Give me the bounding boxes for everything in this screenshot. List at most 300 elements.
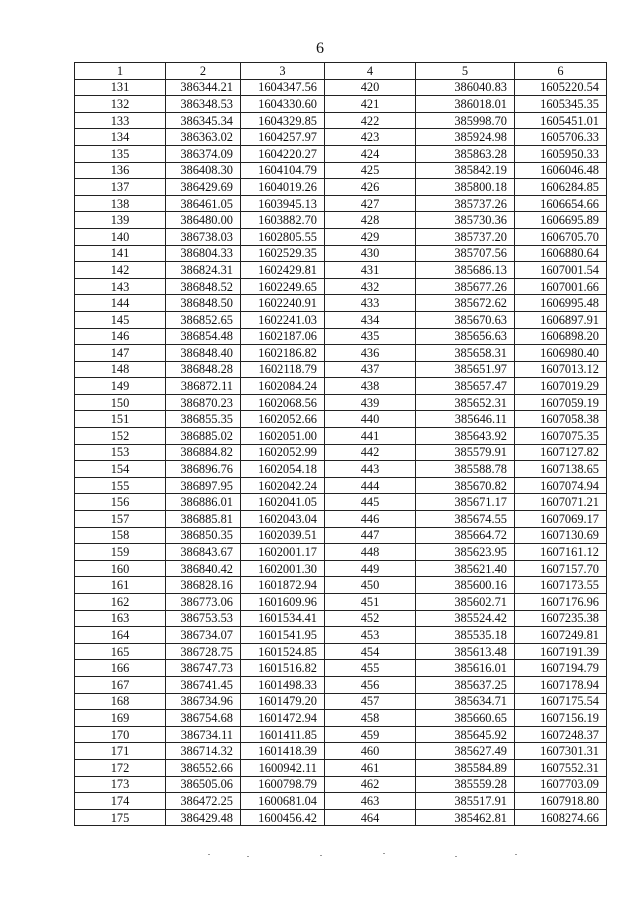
table-cell: 1606654.66 xyxy=(515,195,607,212)
table-cell: 448 xyxy=(325,544,416,561)
table-cell: 1602052.99 xyxy=(241,444,325,461)
table-cell: 459 xyxy=(325,726,416,743)
table-cell: 385842.19 xyxy=(416,162,515,179)
table-cell: 428 xyxy=(325,212,416,229)
table-cell: 135 xyxy=(75,145,166,162)
table-cell: 385737.26 xyxy=(416,195,515,212)
table-cell: 166 xyxy=(75,660,166,677)
table-cell: 385634.71 xyxy=(416,693,515,710)
table-cell: 1606995.48 xyxy=(515,295,607,312)
table-cell: 385674.55 xyxy=(416,511,515,528)
table-cell: 385462.81 xyxy=(416,809,515,826)
table-cell: 454 xyxy=(325,643,416,660)
table-body xyxy=(75,79,607,826)
table-cell: 1607194.79 xyxy=(515,660,607,677)
table-cell: 147 xyxy=(75,345,166,362)
table-cell: 386848.50 xyxy=(166,295,241,312)
table-cell: 386773.06 xyxy=(166,594,241,611)
table-cell: 385602.71 xyxy=(416,594,515,611)
table-cell: 1607019.29 xyxy=(515,378,607,395)
table-cell: 1600681.04 xyxy=(241,793,325,810)
table-cell: 1604220.27 xyxy=(241,145,325,162)
table-cell: 385707.56 xyxy=(416,245,515,262)
table-row xyxy=(75,776,607,793)
table-cell: 386897.95 xyxy=(166,477,241,494)
table-cell: 1601524.85 xyxy=(241,643,325,660)
table-cell: 137 xyxy=(75,179,166,196)
table-cell: 385645.92 xyxy=(416,726,515,743)
table-cell: 386734.96 xyxy=(166,693,241,710)
table-row xyxy=(75,643,607,660)
table-cell: 386855.35 xyxy=(166,411,241,428)
table-cell: 386728.75 xyxy=(166,643,241,660)
table-cell: 422 xyxy=(325,112,416,129)
table-cell: 154 xyxy=(75,461,166,478)
table-cell: 157 xyxy=(75,511,166,528)
table-cell: 1604104.79 xyxy=(241,162,325,179)
table-cell: 386848.52 xyxy=(166,278,241,295)
table-cell: 457 xyxy=(325,693,416,710)
table-row xyxy=(75,328,607,345)
table-row xyxy=(75,544,607,561)
table-cell: 440 xyxy=(325,411,416,428)
table-cell: 386348.53 xyxy=(166,96,241,113)
table-row xyxy=(75,594,607,611)
table-cell: 143 xyxy=(75,278,166,295)
table-cell: 131 xyxy=(75,79,166,96)
table-cell: 386018.01 xyxy=(416,96,515,113)
table-cell: 386461.05 xyxy=(166,195,241,212)
table-cell: 1602042.24 xyxy=(241,477,325,494)
table-cell: 1601418.39 xyxy=(241,743,325,760)
table-cell: 1607013.12 xyxy=(515,361,607,378)
table-cell: 386753.53 xyxy=(166,610,241,627)
table-cell: 1607235.38 xyxy=(515,610,607,627)
table-row xyxy=(75,793,607,810)
table-cell: 463 xyxy=(325,793,416,810)
table-cell: 429 xyxy=(325,228,416,245)
table-row xyxy=(75,112,607,129)
table-row xyxy=(75,809,607,826)
table-cell: 174 xyxy=(75,793,166,810)
table-cell: 149 xyxy=(75,378,166,395)
table-row xyxy=(75,577,607,594)
table-row xyxy=(75,378,607,395)
table-cell: 385657.47 xyxy=(416,378,515,395)
table-cell: 1606705.70 xyxy=(515,228,607,245)
table-row xyxy=(75,444,607,461)
table-cell: 386408.30 xyxy=(166,162,241,179)
table-row xyxy=(75,710,607,727)
page-number: 6 xyxy=(316,40,324,57)
table-cell: 1606284.85 xyxy=(515,179,607,196)
table-cell: 386429.48 xyxy=(166,809,241,826)
table-row xyxy=(75,676,607,693)
table-cell: 1602051.00 xyxy=(241,428,325,445)
table-cell: 439 xyxy=(325,394,416,411)
table-cell: 385559.28 xyxy=(416,776,515,793)
table-row xyxy=(75,245,607,262)
table-cell: 385651.97 xyxy=(416,361,515,378)
table-cell: 385623.95 xyxy=(416,544,515,561)
table-cell: 386884.82 xyxy=(166,444,241,461)
table-row xyxy=(75,560,607,577)
table-cell: 1607075.35 xyxy=(515,428,607,445)
table-cell: 1605451.01 xyxy=(515,112,607,129)
table-row xyxy=(75,145,607,162)
table-cell: 171 xyxy=(75,743,166,760)
table-cell: 169 xyxy=(75,710,166,727)
table-row xyxy=(75,511,607,528)
table-cell: 1603945.13 xyxy=(241,195,325,212)
table-cell: 385737.20 xyxy=(416,228,515,245)
column-header: 2 xyxy=(166,63,241,80)
table-cell: 385924.98 xyxy=(416,129,515,146)
table-row xyxy=(75,610,607,627)
table-row xyxy=(75,311,607,328)
table-cell: 435 xyxy=(325,328,416,345)
table-cell: 451 xyxy=(325,594,416,611)
table-row xyxy=(75,411,607,428)
table-cell: 1605345.35 xyxy=(515,96,607,113)
table-cell: 1607918.80 xyxy=(515,793,607,810)
table-row xyxy=(75,179,607,196)
table-cell: 1601411.85 xyxy=(241,726,325,743)
table-cell: 1602529.35 xyxy=(241,245,325,262)
table-row xyxy=(75,693,607,710)
table-cell: 1601534.41 xyxy=(241,610,325,627)
table-cell: 385671.17 xyxy=(416,494,515,511)
table-cell: 444 xyxy=(325,477,416,494)
table-cell: 386885.02 xyxy=(166,428,241,445)
table-cell: 385524.42 xyxy=(416,610,515,627)
table-cell: 436 xyxy=(325,345,416,362)
table-cell: 1605220.54 xyxy=(515,79,607,96)
table-cell: 385584.89 xyxy=(416,759,515,776)
table-cell: 386870.23 xyxy=(166,394,241,411)
table-cell: 386734.07 xyxy=(166,627,241,644)
table-cell: 386850.35 xyxy=(166,527,241,544)
table-cell: 385664.72 xyxy=(416,527,515,544)
table-cell: 1606897.91 xyxy=(515,311,607,328)
table-cell: 1607191.39 xyxy=(515,643,607,660)
table-row xyxy=(75,627,607,644)
table-cell: 1607130.69 xyxy=(515,527,607,544)
table-cell: 437 xyxy=(325,361,416,378)
table-cell: 1602054.18 xyxy=(241,461,325,478)
table-cell: 153 xyxy=(75,444,166,461)
table-cell: 140 xyxy=(75,228,166,245)
table-cell: 420 xyxy=(325,79,416,96)
table-cell: 1607249.81 xyxy=(515,627,607,644)
table-cell: 386848.28 xyxy=(166,361,241,378)
table-row xyxy=(75,195,607,212)
table-cell: 443 xyxy=(325,461,416,478)
table-cell: 146 xyxy=(75,328,166,345)
table-cell: 170 xyxy=(75,726,166,743)
table-row xyxy=(75,96,607,113)
table-cell: 426 xyxy=(325,179,416,196)
table-cell: 432 xyxy=(325,278,416,295)
table-cell: 462 xyxy=(325,776,416,793)
table-row xyxy=(75,129,607,146)
table-cell: 1602001.30 xyxy=(241,560,325,577)
table-cell: 434 xyxy=(325,311,416,328)
table-cell: 458 xyxy=(325,710,416,727)
table-cell: 1602240.91 xyxy=(241,295,325,312)
table-cell: 1602052.66 xyxy=(241,411,325,428)
table-cell: 1602084.24 xyxy=(241,378,325,395)
table-cell: 1607071.21 xyxy=(515,494,607,511)
table-cell: 386344.21 xyxy=(166,79,241,96)
table-cell: 151 xyxy=(75,411,166,428)
table-cell: 423 xyxy=(325,129,416,146)
table-cell: 1607175.54 xyxy=(515,693,607,710)
table-cell: 1604329.85 xyxy=(241,112,325,129)
table-cell: 385643.92 xyxy=(416,428,515,445)
table-cell: 1607058.38 xyxy=(515,411,607,428)
table-cell: 161 xyxy=(75,577,166,594)
table-cell: 385613.48 xyxy=(416,643,515,660)
table-cell: 1600798.79 xyxy=(241,776,325,793)
table-cell: 141 xyxy=(75,245,166,262)
table-cell: 1604330.60 xyxy=(241,96,325,113)
scan-artifacts xyxy=(0,852,640,860)
table-cell: 430 xyxy=(325,245,416,262)
table-row xyxy=(75,477,607,494)
table-cell: 386824.31 xyxy=(166,262,241,279)
table-cell: 464 xyxy=(325,809,416,826)
table-row xyxy=(75,394,607,411)
table-cell: 1602039.51 xyxy=(241,527,325,544)
table-cell: 152 xyxy=(75,428,166,445)
table-cell: 142 xyxy=(75,262,166,279)
table-cell: 160 xyxy=(75,560,166,577)
table-cell: 447 xyxy=(325,527,416,544)
table-cell: 139 xyxy=(75,212,166,229)
table-cell: 386854.48 xyxy=(166,328,241,345)
table-cell: 167 xyxy=(75,676,166,693)
table-cell: 158 xyxy=(75,527,166,544)
table-cell: 1604257.97 xyxy=(241,129,325,146)
column-header: 3 xyxy=(241,63,325,80)
table-cell: 385656.63 xyxy=(416,328,515,345)
table-cell: 433 xyxy=(325,295,416,312)
table-cell: 386429.69 xyxy=(166,179,241,196)
table-cell: 1602041.05 xyxy=(241,494,325,511)
table-cell: 445 xyxy=(325,494,416,511)
table-row xyxy=(75,262,607,279)
table-cell: 1606046.48 xyxy=(515,162,607,179)
table-cell: 1607059.19 xyxy=(515,394,607,411)
table-cell: 424 xyxy=(325,145,416,162)
table-cell: 461 xyxy=(325,759,416,776)
table-cell: 452 xyxy=(325,610,416,627)
table-cell: 148 xyxy=(75,361,166,378)
coordinate-table xyxy=(74,62,607,826)
table-row xyxy=(75,295,607,312)
table-cell: 159 xyxy=(75,544,166,561)
column-header: 1 xyxy=(75,63,166,80)
table-cell: 386714.32 xyxy=(166,743,241,760)
table-cell: 1606898.20 xyxy=(515,328,607,345)
table-cell: 386040.83 xyxy=(416,79,515,96)
table-cell: 460 xyxy=(325,743,416,760)
table-cell: 385588.78 xyxy=(416,461,515,478)
table-cell: 1607157.70 xyxy=(515,560,607,577)
table-cell: 385652.31 xyxy=(416,394,515,411)
table-cell: 385579.91 xyxy=(416,444,515,461)
table-cell: 1607161.12 xyxy=(515,544,607,561)
table-cell: 1601516.82 xyxy=(241,660,325,677)
table-cell: 1602118.79 xyxy=(241,361,325,378)
table-cell: 1607074.94 xyxy=(515,477,607,494)
table-cell: 1607156.19 xyxy=(515,710,607,727)
table-row xyxy=(75,345,607,362)
table-cell: 1605706.33 xyxy=(515,129,607,146)
table-cell: 421 xyxy=(325,96,416,113)
table-cell: 386738.03 xyxy=(166,228,241,245)
table-cell: 163 xyxy=(75,610,166,627)
table-cell: 386872.11 xyxy=(166,378,241,395)
table-cell: 385600.16 xyxy=(416,577,515,594)
table-cell: 1607138.65 xyxy=(515,461,607,478)
column-header: 6 xyxy=(515,63,607,80)
table-row xyxy=(75,428,607,445)
table-row xyxy=(75,660,607,677)
table-row xyxy=(75,494,607,511)
table-cell: 385660.65 xyxy=(416,710,515,727)
table-cell: 1601609.96 xyxy=(241,594,325,611)
table-cell: 431 xyxy=(325,262,416,279)
table-cell: 168 xyxy=(75,693,166,710)
column-header: 4 xyxy=(325,63,416,80)
table-cell: 386741.45 xyxy=(166,676,241,693)
table-cell: 1602043.04 xyxy=(241,511,325,528)
table-cell: 385998.70 xyxy=(416,112,515,129)
table-cell: 145 xyxy=(75,311,166,328)
table-row xyxy=(75,361,607,378)
table-cell: 1606980.40 xyxy=(515,345,607,362)
table-cell: 1607001.66 xyxy=(515,278,607,295)
table-cell: 385686.13 xyxy=(416,262,515,279)
table-cell: 386505.06 xyxy=(166,776,241,793)
table-row xyxy=(75,278,607,295)
table-cell: 385677.26 xyxy=(416,278,515,295)
table-cell: 386828.16 xyxy=(166,577,241,594)
table-cell: 442 xyxy=(325,444,416,461)
column-header: 5 xyxy=(416,63,515,80)
table-cell: 1607248.37 xyxy=(515,726,607,743)
table-row xyxy=(75,162,607,179)
table-cell: 1607173.55 xyxy=(515,577,607,594)
table-cell: 386848.40 xyxy=(166,345,241,362)
table-cell: 386552.66 xyxy=(166,759,241,776)
table-row xyxy=(75,212,607,229)
table-cell: 386896.76 xyxy=(166,461,241,478)
table-cell: 144 xyxy=(75,295,166,312)
table-cell: 1607178.94 xyxy=(515,676,607,693)
table-cell: 1602187.06 xyxy=(241,328,325,345)
table-cell: 150 xyxy=(75,394,166,411)
table-cell: 1602805.55 xyxy=(241,228,325,245)
table-cell: 1607176.96 xyxy=(515,594,607,611)
table-cell: 1601872.94 xyxy=(241,577,325,594)
table-cell: 1601541.95 xyxy=(241,627,325,644)
table-cell: 164 xyxy=(75,627,166,644)
table-cell: 172 xyxy=(75,759,166,776)
table-cell: 446 xyxy=(325,511,416,528)
table-row xyxy=(75,228,607,245)
table-cell: 1604019.26 xyxy=(241,179,325,196)
table-cell: 425 xyxy=(325,162,416,179)
table-cell: 156 xyxy=(75,494,166,511)
table-cell: 386804.33 xyxy=(166,245,241,262)
table-row xyxy=(75,461,607,478)
table-cell: 386754.68 xyxy=(166,710,241,727)
table-cell: 386345.34 xyxy=(166,112,241,129)
table-cell: 132 xyxy=(75,96,166,113)
table-cell: 1607127.82 xyxy=(515,444,607,461)
table-cell: 1606880.64 xyxy=(515,245,607,262)
table-cell: 1607552.31 xyxy=(515,759,607,776)
table-cell: 386363.02 xyxy=(166,129,241,146)
table-cell: 438 xyxy=(325,378,416,395)
table-cell: 1603882.70 xyxy=(241,212,325,229)
table-cell: 450 xyxy=(325,577,416,594)
table-cell: 456 xyxy=(325,676,416,693)
table-cell: 1602001.17 xyxy=(241,544,325,561)
table-cell: 1607301.31 xyxy=(515,743,607,760)
table-cell: 386840.42 xyxy=(166,560,241,577)
table-cell: 455 xyxy=(325,660,416,677)
table-cell: 385800.18 xyxy=(416,179,515,196)
table-row xyxy=(75,743,607,760)
table-cell: 1608274.66 xyxy=(515,809,607,826)
table-cell: 385646.11 xyxy=(416,411,515,428)
table-row xyxy=(75,726,607,743)
table-cell: 133 xyxy=(75,112,166,129)
table-cell: 386734.11 xyxy=(166,726,241,743)
table-cell: 449 xyxy=(325,560,416,577)
table-cell: 136 xyxy=(75,162,166,179)
table-cell: 453 xyxy=(325,627,416,644)
table-cell: 1602186.82 xyxy=(241,345,325,362)
table-cell: 386480.00 xyxy=(166,212,241,229)
table-cell: 385637.25 xyxy=(416,676,515,693)
table-cell: 386885.81 xyxy=(166,511,241,528)
table-cell: 386747.73 xyxy=(166,660,241,677)
table-cell: 1607703.09 xyxy=(515,776,607,793)
table-row xyxy=(75,79,607,96)
table-cell: 155 xyxy=(75,477,166,494)
table-cell: 385616.01 xyxy=(416,660,515,677)
table-cell: 1602241.03 xyxy=(241,311,325,328)
table-cell: 386852.65 xyxy=(166,311,241,328)
table-cell: 1600942.11 xyxy=(241,759,325,776)
table-cell: 1607069.17 xyxy=(515,511,607,528)
table-cell: 1601479.20 xyxy=(241,693,325,710)
table-cell: 134 xyxy=(75,129,166,146)
table-cell: 1607001.54 xyxy=(515,262,607,279)
table-cell: 1602429.81 xyxy=(241,262,325,279)
table-cell: 386374.09 xyxy=(166,145,241,162)
table-cell: 385517.91 xyxy=(416,793,515,810)
table-cell: 165 xyxy=(75,643,166,660)
table-cell: 385863.28 xyxy=(416,145,515,162)
table-cell: 162 xyxy=(75,594,166,611)
table-cell: 385672.62 xyxy=(416,295,515,312)
